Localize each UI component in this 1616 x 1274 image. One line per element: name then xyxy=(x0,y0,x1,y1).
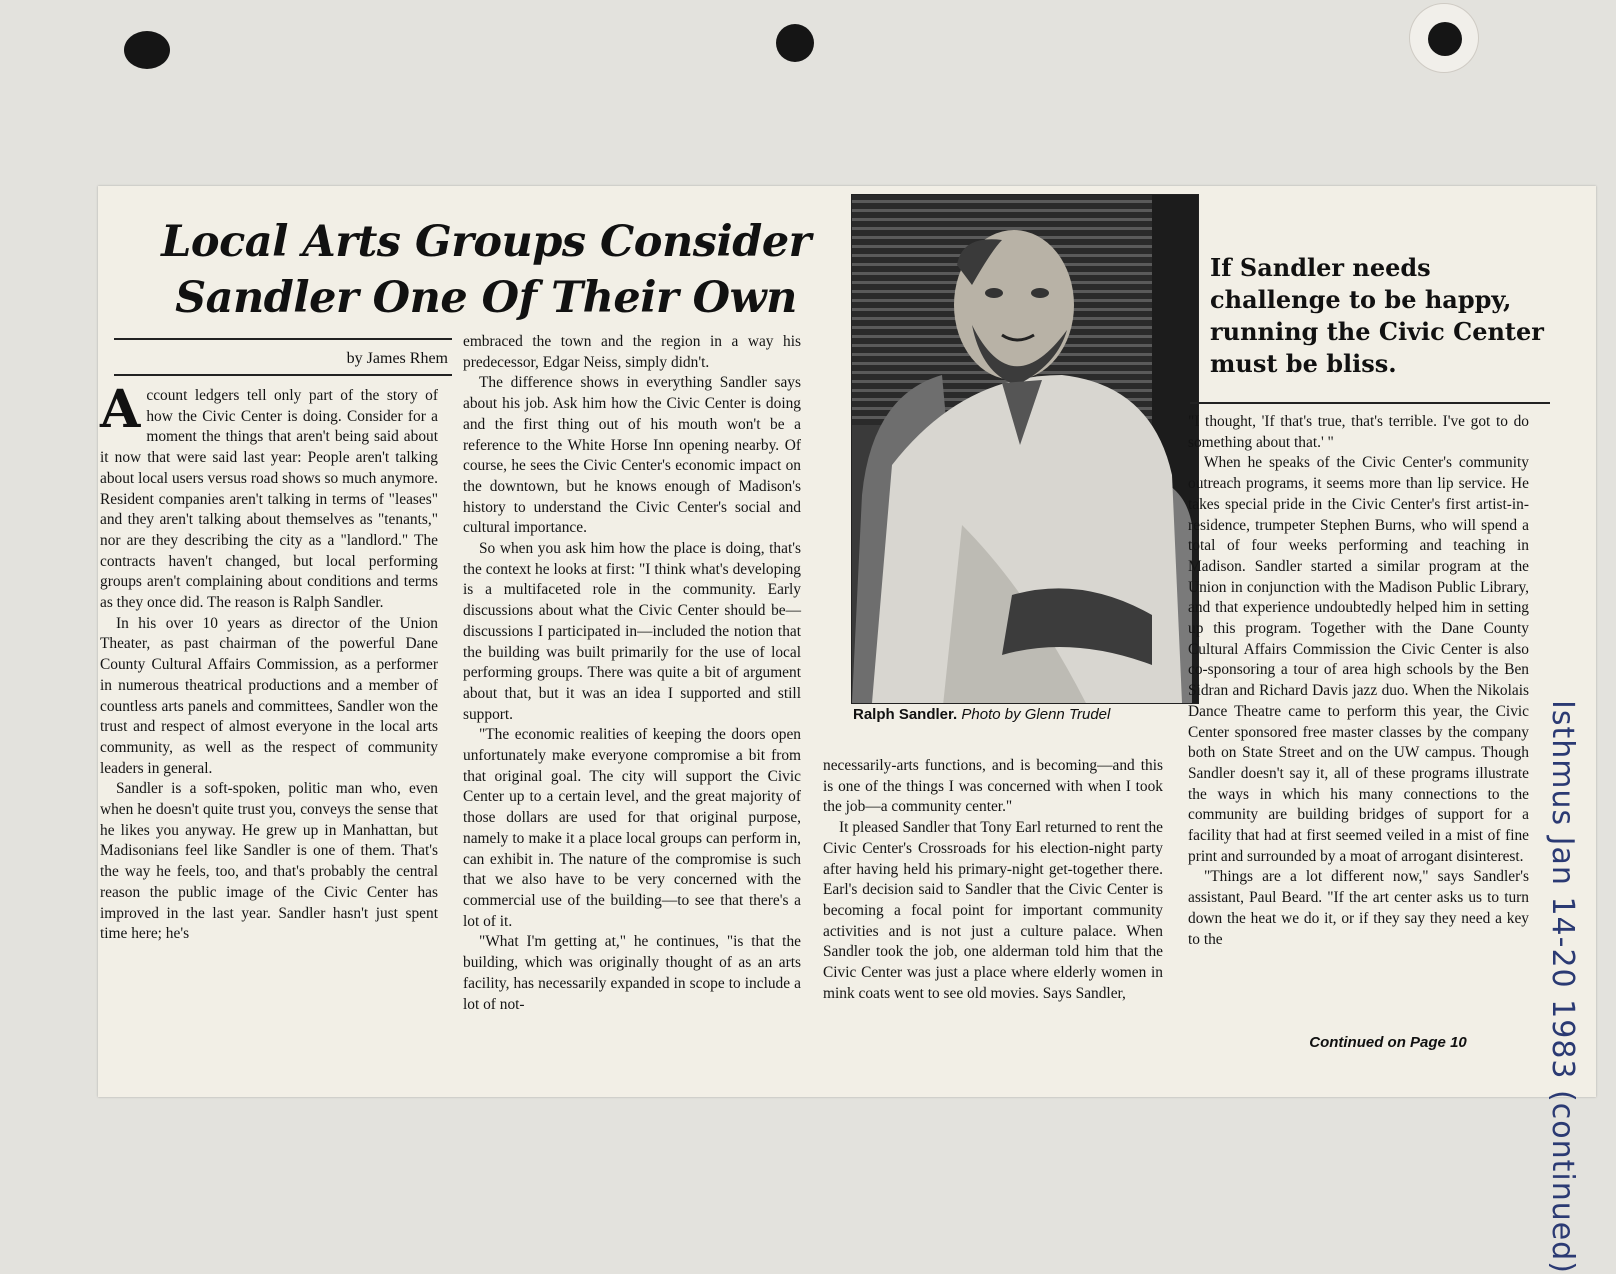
headline-line-1: Local Arts Groups Consider xyxy=(161,217,811,267)
paragraph: embraced the town and the region in a way his predecessor, Edgar Neiss, simply didn't. xyxy=(463,333,801,371)
newspaper-clipping xyxy=(98,186,1596,1097)
article-column-2 xyxy=(463,332,801,1015)
paragraph-text: ccount ledgers tell only part of the story of how the Civic Center is doing. Consider for a moment the things that aren't being said about it now that were said last year: People aren't talking about local users versus road shows so much anymore. Resident companies aren't talking in terms of "leases" and they aren't talking about themselves as "tenants," nor are they describing the city as a "landlord." The contracts haven't changed, but local performing groups aren't complaining about conditions and terms as they once did. The reason is Ralph Sandler. xyxy=(100,387,438,612)
paragraph: "What I'm getting at," he continues, "is that the building, which was originally thought of as an arts facility, has necessarily expanded in scope to include a lot of not- xyxy=(463,933,801,1013)
paragraph: The difference shows in everything Sandler says about his job. Ask him how the Civic Center is doing and the first thing out of his mouth won't be a reference to the White Horse Inn opening nearby. Of course, he sees the Civic Center's economic impact on the downtown, but he knows enough of Madison's history to understand the Civic Center's social and cultural importance. xyxy=(463,374,801,537)
drop-cap: A xyxy=(100,379,141,440)
portrait-photo xyxy=(852,195,1198,703)
byline-rule-bottom xyxy=(114,374,452,376)
handwritten-annotation: Isthmus Jan 14-20 1983 (continued) xyxy=(1545,700,1580,1274)
binder-hole-left xyxy=(124,31,170,69)
article-column-3 xyxy=(823,756,1163,1004)
article-column-1 xyxy=(100,379,438,945)
paragraph: necessarily-arts functions, and is becoming—and this is one of the things I was concerned with when I took the job—a community center." xyxy=(823,757,1163,816)
byline: by James Rhem xyxy=(346,350,448,367)
caption-name: Ralph Sandler. xyxy=(853,706,958,723)
paragraph: So when you ask him how the place is doing, that's the context he looks at first: "I think what's developing is a multifaceted role in the community. Early discussions about what the Civic Center should be—discussions I participated in—included the notion that the building was built primarily for the use of local performing groups. There was quite a bit of argument about that, but it was an idea I supported and still support. xyxy=(463,540,801,723)
paragraph: "Things are a lot different now," says Sandler's assistant, Paul Beard. "If the art center asks us to turn down the heat we do it, or if they say they need a key to the xyxy=(1188,868,1529,948)
continued-note: Continued on Page 10 xyxy=(1309,1034,1467,1051)
binder-hole-right xyxy=(1428,22,1462,56)
paragraph: "I thought, 'If that's true, that's terrible. I've got to do something about that.' " xyxy=(1188,413,1529,451)
photo-caption xyxy=(853,706,1213,723)
paragraph: It pleased Sandler that Tony Earl returned to rent the Civic Center's Crossroads for his election-night party after having held his primary-night get-together there. Earl's decision said to Sandler that the Civic Center is becoming a focal point for important community activities and is not just a culture palace. When Sandler took the job, one alderman told him that the Civic Center was just a place where elderly women in mink coats went to see old movies. Says Sandler, xyxy=(823,819,1163,1002)
paragraph xyxy=(100,379,438,614)
binder-hole-center xyxy=(776,24,814,62)
article-headline xyxy=(136,214,836,326)
byline-rule-top xyxy=(114,338,452,340)
paragraph: "The economic realities of keeping the doors open unfortunately make everyone compromise a bit from that original goal. The city will support the Civic Center up to a certain level, and the great majority of those dollars are used for that original purpose, namely to make it a place local groups can perform in, can exhibit in. The nature of the compromise is such that we also have to be very concerned with the commercial use of the building—to see that there's a lot of it. xyxy=(463,726,801,930)
caption-credit: Photo by Glenn Trudel xyxy=(961,706,1111,723)
pull-quote-rule xyxy=(1190,402,1550,404)
article-column-4 xyxy=(1188,412,1529,950)
photo-ralph-sandler xyxy=(851,194,1199,704)
headline-line-2: Sandler One Of Their Own xyxy=(175,273,797,323)
pull-quote: If Sandler needs challenge to be happy, running the Civic Center must be bliss. xyxy=(1210,253,1544,378)
paragraph: In his over 10 years as director of the Union Theater, as past chairman of the powerful Dane County Cultural Affairs Commission, as a performer in numerous theatrical productions and a member of countless arts panels and committees, Sandler won the trust and respect of almost everyone in the local arts community, as well as the respect of community leaders in general. xyxy=(100,614,438,777)
paragraph: When he speaks of the Civic Center's community outreach programs, it seems more than lip service. He takes special pride in the Civic Center's first artist-in-residence, trumpeter Stephen Burns, who will spend a total of four weeks performing and teaching in Madison. Sandler started a similar program at the Union in conjunction with the Madison Public Library, and that experience undoubtedly helped him in setting up this program. Together with the Dane County Cultural Affairs Commission the Civic Center is also co-sponsoring a tour of area high schools by the Ben Sidran and Richard Davis jazz duo. When the Nikolais Dance Theatre came to perform this year, the Civic Center sponsored free master classes by the company both on State Street and on the UW campus. Though Sandler doesn't say it, all of these programs illustrate the ways in which his many connections to the community are building bridges of support for a facility that had at first seemed veiled in a mist of fine print and surrounded by a moat of arrogant disinterest. xyxy=(1188,454,1529,865)
paragraph: Sandler is a soft-spoken, politic man who, even when he doesn't quite trust you, conveys the sense that he likes you anyway. He grew up in Manhattan, but Madisonians feel like Sandler is one of them. That's the way he feels, too, and that's probably the central reason the public image of the Civic Center has improved in the last year. Sandler hasn't just spent time here; he's xyxy=(100,780,438,943)
